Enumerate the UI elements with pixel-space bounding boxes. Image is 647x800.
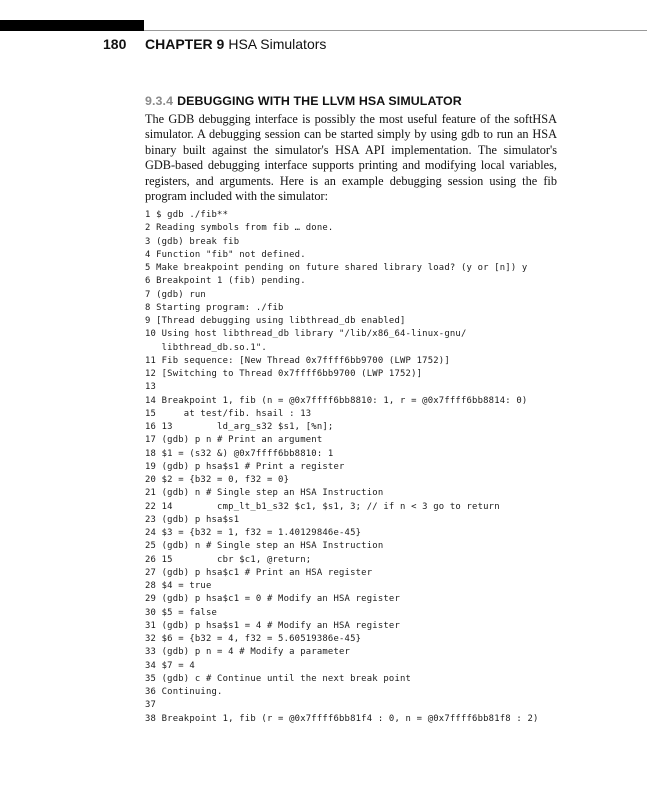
- code-line: 13: [145, 382, 157, 393]
- code-line: libthread_db.so.1".: [145, 342, 267, 353]
- code-line: 12 [Switching to Thread 0x7ffff6bb9700 (LWP 1752)]: [145, 369, 423, 379]
- code-line: 17 (gdb) p n # Print an argument: [145, 435, 323, 446]
- code-line: 24 $3 = {b32 = 1, f32 = 1.40129846e-45}: [145, 528, 362, 538]
- code-line: 6 Breakpoint 1 (fib) pending.: [145, 276, 306, 287]
- section-number: 9.3.4: [145, 94, 174, 108]
- code-line: 27 (gdb) p hsa$c1 # Print an HSA register: [145, 567, 373, 578]
- code-line: 19 (gdb) p hsa$s1 # Print a register: [145, 461, 345, 472]
- code-line: 22 14 cmp_lt_b1_s32 $c1, $s1, 3; // if n < 3 go to return: [145, 501, 500, 512]
- code-line: 2 Reading symbols from fib … done.: [145, 223, 334, 234]
- body-paragraph: The GDB debugging interface is possibly the most useful feature of the softHSA simulator. A debugging session can be started simply by using gdb to run an HSA binary built against the simulator's HSA API implementation. The simulator's GDB-based debugging interface supports printing and modifying local variables, registers, and arguments. Here is an example debugging session using the fib program included with the simulator:: [145, 112, 557, 204]
- code-line: 10 Using host libthread_db library "/lib/x86_64-linux-gnu/: [145, 329, 467, 340]
- code-line: 33 (gdb) p n = 4 # Modify a parameter: [145, 647, 351, 658]
- code-line: 4 Function "fib" not defined.: [145, 249, 306, 260]
- code-line: 37: [145, 700, 157, 711]
- section-title: DEBUGGING WITH THE LLVM HSA SIMULATOR: [177, 94, 462, 108]
- section-heading: [145, 94, 462, 108]
- code-line: 25 (gdb) n # Single step an HSA Instruction: [145, 541, 384, 552]
- page-number: 180: [103, 36, 127, 52]
- code-line: 23 (gdb) p hsa$s1: [145, 514, 240, 525]
- code-line: 26 15 cbr $c1, @return;: [145, 554, 312, 565]
- code-line: 16 13 ld_arg_s32 $s1, [%n];: [145, 422, 334, 432]
- code-line: 11 Fib sequence: [New Thread 0x7ffff6bb9700 (LWP 1752)]: [145, 355, 450, 366]
- chapter-label: CHAPTER 9: [145, 36, 225, 52]
- code-line: 38 Breakpoint 1, fib (r = @0x7ffff6bb81f4 : 0, n = @0x7ffff6bb81f8 : 2): [145, 713, 539, 724]
- code-line: 3 (gdb) break fib: [145, 236, 240, 247]
- code-line: 8 Starting program: ./fib: [145, 302, 284, 313]
- code-line: 7 (gdb) run: [145, 289, 206, 300]
- header-rule: [144, 30, 647, 31]
- header-bar: [0, 20, 144, 31]
- code-line: 28 $4 = true: [145, 581, 212, 591]
- code-line: 35 (gdb) c # Continue until the next break point: [145, 673, 412, 684]
- running-header: [145, 36, 326, 52]
- code-line: 14 Breakpoint 1, fib (n = @0x7ffff6bb8810: 1, r = @0x7ffff6bb8814: 0): [145, 395, 528, 406]
- code-line: 34 $7 = 4: [145, 660, 195, 671]
- code-line: 9 [Thread debugging using libthread_db enabled]: [145, 316, 406, 326]
- code-line: 30 $5 = false: [145, 607, 218, 618]
- code-line: 20 $2 = {b32 = 0, f32 = 0}: [145, 475, 290, 485]
- chapter-title: HSA Simulators: [228, 36, 327, 52]
- code-line: 1 $ gdb ./fib**: [145, 210, 229, 220]
- code-line: 18 $1 = (s32 &) @0x7ffff6bb8810: 1: [145, 448, 334, 459]
- code-listing: [145, 209, 595, 726]
- code-line: 5 Make breakpoint pending on future shared library load? (y or [n]) y: [145, 263, 528, 273]
- code-line: 29 (gdb) p hsa$c1 = 0 # Modify an HSA register: [145, 594, 400, 605]
- code-line: 32 $6 = {b32 = 4, f32 = 5.60519386e-45}: [145, 634, 362, 644]
- code-line: 21 (gdb) n # Single step an HSA Instruction: [145, 488, 384, 499]
- code-line: 31 (gdb) p hsa$s1 = 4 # Modify an HSA register: [145, 620, 400, 631]
- code-line: 36 Continuing.: [145, 687, 223, 697]
- code-line: 15 at test/fib. hsail : 13: [145, 408, 312, 419]
